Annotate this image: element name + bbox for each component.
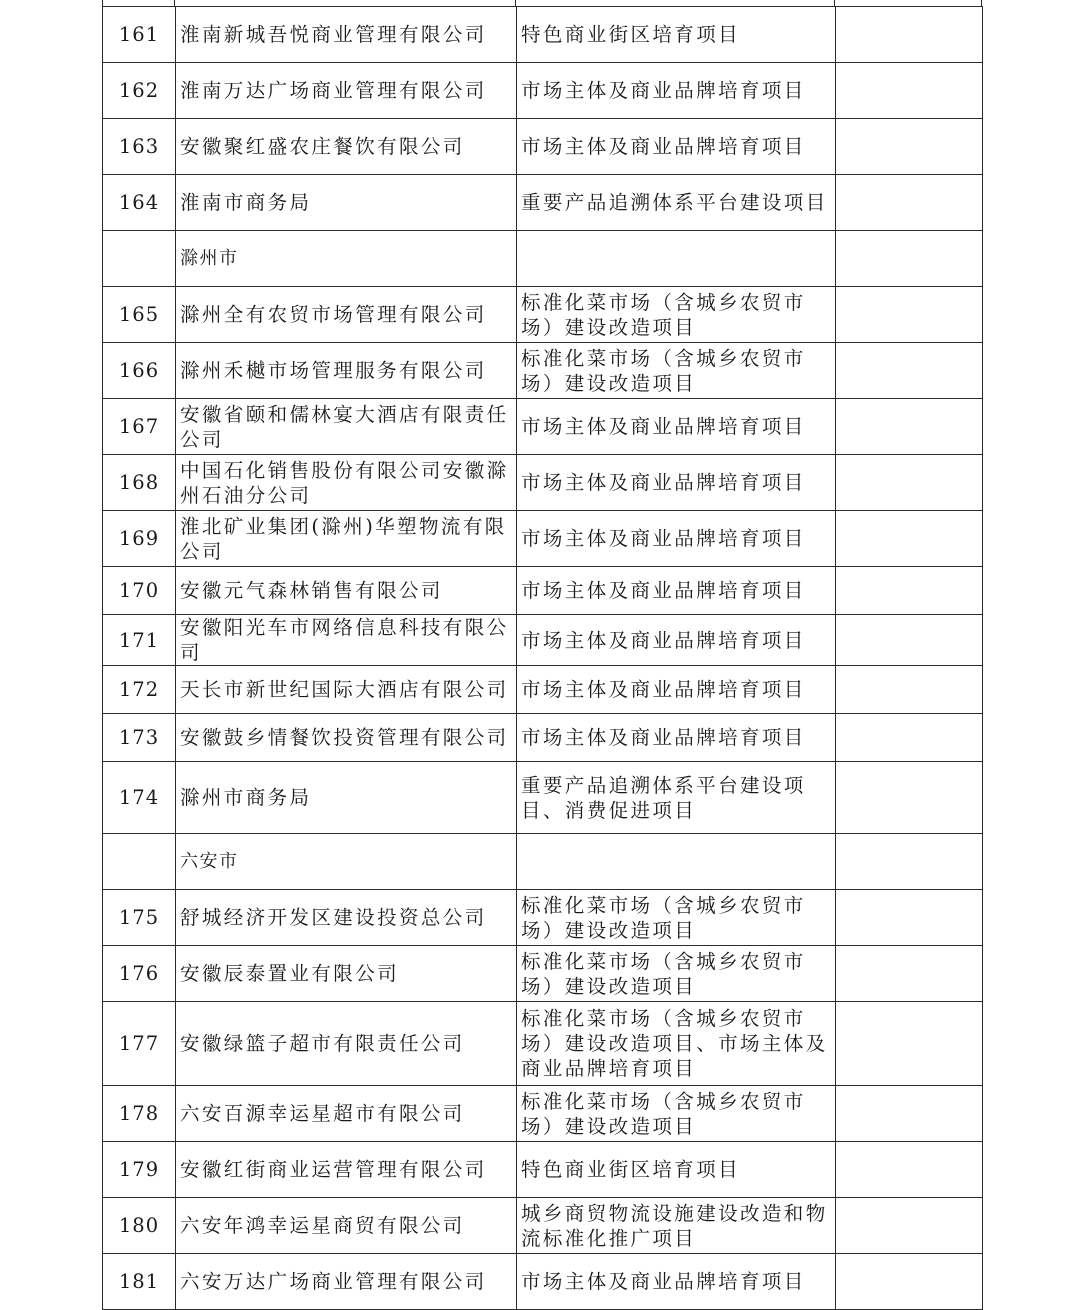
table-row	[103, 511, 983, 567]
table-row	[103, 7, 983, 63]
remarks-cell	[836, 762, 983, 834]
company-name-cell: 淮北矿业集团(滁州)华塑物流有限公司	[176, 511, 517, 567]
project-cell: 重要产品追溯体系平台建设项目、消费促进项目	[517, 762, 836, 834]
table-row	[103, 175, 983, 231]
company-name-cell: 淮南万达广场商业管理有限公司	[176, 63, 517, 119]
project-cell: 特色商业街区培育项目	[517, 7, 836, 63]
row-number-cell: 167	[103, 399, 176, 455]
project-cell: 市场主体及商业品牌培育项目	[517, 119, 836, 175]
table-row	[103, 1002, 983, 1086]
company-name-cell: 淮南新城吾悦商业管理有限公司	[176, 7, 517, 63]
table-row	[103, 762, 983, 834]
remarks-cell	[836, 946, 983, 1002]
remarks-cell	[836, 1254, 983, 1310]
table-row	[103, 287, 983, 343]
remarks-cell	[836, 119, 983, 175]
remarks-cell	[836, 343, 983, 399]
remarks-cell	[836, 231, 983, 287]
project-cell: 标准化菜市场（含城乡农贸市场）建设改造项目	[517, 1086, 836, 1142]
row-number-cell	[103, 834, 176, 890]
table-row	[103, 455, 983, 511]
table-row	[103, 666, 983, 714]
row-number-cell: 168	[103, 455, 176, 511]
table-row	[103, 1254, 983, 1310]
region-header-row	[103, 231, 983, 287]
project-cell: 市场主体及商业品牌培育项目	[517, 714, 836, 762]
project-list-table	[102, 6, 983, 1310]
project-cell: 标准化菜市场（含城乡农贸市场）建设改造项目	[517, 890, 836, 946]
remarks-cell	[836, 615, 983, 666]
remarks-cell	[836, 1198, 983, 1254]
remarks-cell	[836, 63, 983, 119]
region-header-row	[103, 834, 983, 890]
remarks-cell	[836, 1002, 983, 1086]
region-name: 滁州市	[176, 231, 517, 287]
project-cell: 重要产品追溯体系平台建设项目	[517, 175, 836, 231]
table-body	[103, 7, 983, 1310]
row-number-cell: 175	[103, 890, 176, 946]
company-name-cell: 安徽红街商业运营管理有限公司	[176, 1142, 517, 1198]
remarks-cell	[836, 1086, 983, 1142]
project-cell: 城乡商贸物流设施建设改造和物流标准化推广项目	[517, 1198, 836, 1254]
table-row	[103, 567, 983, 615]
project-cell: 标准化菜市场（含城乡农贸市场）建设改造项目	[517, 287, 836, 343]
row-number-cell: 181	[103, 1254, 176, 1310]
table-row	[103, 343, 983, 399]
row-number-cell: 177	[103, 1002, 176, 1086]
row-number-cell	[103, 231, 176, 287]
remarks-cell	[836, 399, 983, 455]
row-number-cell: 171	[103, 615, 176, 666]
table-row	[103, 119, 983, 175]
row-number-cell: 162	[103, 63, 176, 119]
row-number-cell: 161	[103, 7, 176, 63]
row-number-cell: 172	[103, 666, 176, 714]
region-name: 六安市	[176, 834, 517, 890]
project-cell: 市场主体及商业品牌培育项目	[517, 666, 836, 714]
remarks-cell	[836, 834, 983, 890]
remarks-cell	[836, 511, 983, 567]
project-cell: 标准化菜市场（含城乡农贸市场）建设改造项目、市场主体及商业品牌培育项目	[517, 1002, 836, 1086]
project-cell: 市场主体及商业品牌培育项目	[517, 399, 836, 455]
table-row	[103, 1142, 983, 1198]
remarks-cell	[836, 666, 983, 714]
project-cell: 特色商业街区培育项目	[517, 1142, 836, 1198]
company-name-cell: 安徽阳光车市网络信息科技有限公司	[176, 615, 517, 666]
table-row	[103, 615, 983, 666]
table-row	[103, 946, 983, 1002]
company-name-cell: 中国石化销售股份有限公司安徽滁州石油分公司	[176, 455, 517, 511]
row-number-cell: 176	[103, 946, 176, 1002]
company-name-cell: 安徽聚红盛农庄餐饮有限公司	[176, 119, 517, 175]
row-number-cell: 178	[103, 1086, 176, 1142]
table-row	[103, 890, 983, 946]
company-name-cell: 安徽省颐和儒林宴大酒店有限责任公司	[176, 399, 517, 455]
project-cell: 市场主体及商业品牌培育项目	[517, 455, 836, 511]
project-cell: 市场主体及商业品牌培育项目	[517, 615, 836, 666]
remarks-cell	[836, 287, 983, 343]
project-cell	[517, 231, 836, 287]
company-name-cell: 安徽绿篮子超市有限责任公司	[176, 1002, 517, 1086]
company-name-cell: 滁州全有农贸市场管理有限公司	[176, 287, 517, 343]
project-cell: 市场主体及商业品牌培育项目	[517, 511, 836, 567]
project-cell: 市场主体及商业品牌培育项目	[517, 63, 836, 119]
table-row	[103, 1086, 983, 1142]
remarks-cell	[836, 567, 983, 615]
project-cell: 标准化菜市场（含城乡农贸市场）建设改造项目	[517, 946, 836, 1002]
row-number-cell: 169	[103, 511, 176, 567]
company-name-cell: 安徽鼓乡情餐饮投资管理有限公司	[176, 714, 517, 762]
company-name-cell: 六安百源幸运星超市有限公司	[176, 1086, 517, 1142]
row-number-cell: 174	[103, 762, 176, 834]
row-number-cell: 165	[103, 287, 176, 343]
remarks-cell	[836, 1142, 983, 1198]
project-cell: 市场主体及商业品牌培育项目	[517, 567, 836, 615]
table-row	[103, 1198, 983, 1254]
remarks-cell	[836, 714, 983, 762]
company-name-cell: 六安万达广场商业管理有限公司	[176, 1254, 517, 1310]
row-number-cell: 164	[103, 175, 176, 231]
remarks-cell	[836, 175, 983, 231]
table-row	[103, 63, 983, 119]
company-name-cell: 安徽辰泰置业有限公司	[176, 946, 517, 1002]
company-name-cell: 淮南市商务局	[176, 175, 517, 231]
remarks-cell	[836, 455, 983, 511]
project-cell: 标准化菜市场（含城乡农贸市场）建设改造项目	[517, 343, 836, 399]
row-number-cell: 166	[103, 343, 176, 399]
company-name-cell: 滁州禾樾市场管理服务有限公司	[176, 343, 517, 399]
company-name-cell: 滁州市商务局	[176, 762, 517, 834]
row-number-cell: 173	[103, 714, 176, 762]
row-number-cell: 170	[103, 567, 176, 615]
company-name-cell: 舒城经济开发区建设投资总公司	[176, 890, 517, 946]
table-row	[103, 399, 983, 455]
remarks-cell	[836, 7, 983, 63]
company-name-cell: 安徽元气森林销售有限公司	[176, 567, 517, 615]
row-number-cell: 163	[103, 119, 176, 175]
company-name-cell: 六安年鸿幸运星商贸有限公司	[176, 1198, 517, 1254]
company-name-cell: 天长市新世纪国际大酒店有限公司	[176, 666, 517, 714]
table-row	[103, 714, 983, 762]
row-number-cell: 179	[103, 1142, 176, 1198]
project-cell	[517, 834, 836, 890]
remarks-cell	[836, 890, 983, 946]
row-number-cell: 180	[103, 1198, 176, 1254]
project-cell: 市场主体及商业品牌培育项目	[517, 1254, 836, 1310]
